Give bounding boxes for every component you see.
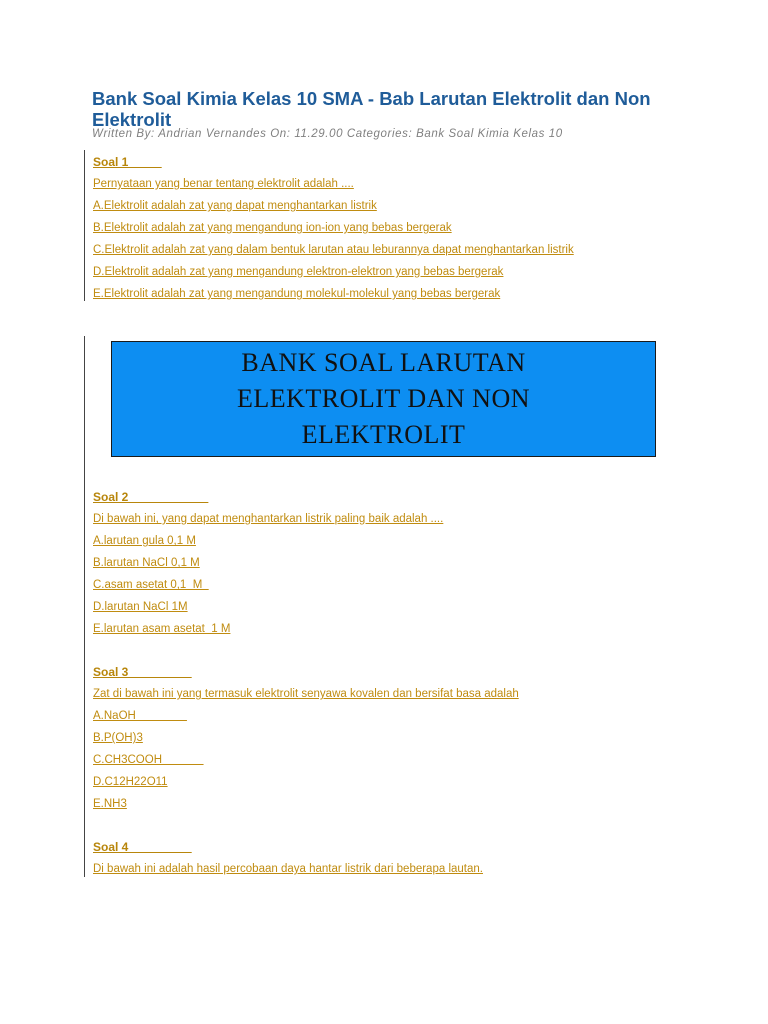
quote-bar — [84, 336, 85, 877]
soal-3-option-d: D.C12H22O11 — [93, 776, 168, 788]
banner-text: BANK SOAL LARUTAN ELEKTROLIT DAN NON ELEKTROLIT — [236, 348, 531, 449]
document-title: Bank Soal Kimia Kelas 10 SMA - Bab Larutan Elektrolit dan Non Elektrolit — [92, 88, 651, 130]
soal-1-option-e: E.Elektrolit adalah zat yang mengandung molekul-molekul yang bebas bergerak — [93, 288, 501, 300]
banner-image — [111, 341, 656, 457]
soal-2-question: Di bawah ini, yang dapat menghantarkan listrik paling baik adalah .... — [93, 513, 444, 525]
soal-3-option-a: A.NaOH — [93, 710, 187, 722]
soal-2-label: Soal 2 — [93, 490, 209, 504]
soal-1-question: Pernyataan yang benar tentang elektrolit adalah .... — [93, 178, 354, 190]
soal-2-option-b: B.larutan NaCl 0,1 M — [93, 557, 200, 569]
soal-1-option-d: D.Elektrolit adalah zat yang mengandung elektron-elektron yang bebas bergerak — [93, 266, 504, 278]
soal-1-option-c: C.Elektrolit adalah zat yang dalam bentuk larutan atau leburannya dapat menghantarkan listrik — [93, 244, 574, 256]
soal-2-option-c: C.asam asetat 0,1 M — [93, 579, 209, 591]
quote-bar — [84, 150, 85, 301]
soal-1-option-a: A.Elektrolit adalah zat yang dapat menghantarkan listrik — [93, 200, 377, 212]
soal-3-option-e: E.NH3 — [93, 798, 127, 810]
soal-3-option-c: C.CH3COOH — [93, 754, 204, 766]
soal-3-label: Soal 3 — [93, 665, 192, 679]
soal-2-option-a: A.larutan gula 0,1 M — [93, 535, 196, 547]
post-meta: Written By: Andrian Vernandes On: 11.29.00 Categories: Bank Soal Kimia Kelas 10 — [92, 128, 563, 140]
soal-3-option-b: B.P(OH)3 — [93, 732, 143, 744]
soal-4-label: Soal 4 — [93, 840, 192, 854]
soal-1-option-b: B.Elektrolit adalah zat yang mengandung ion-ion yang bebas bergerak — [93, 222, 452, 234]
soal-2-option-e: E.larutan asam asetat 1 M — [93, 623, 231, 635]
soal-2-option-d: D.larutan NaCl 1M — [93, 601, 188, 613]
soal-4-question: Di bawah ini adalah hasil percobaan daya hantar listrik dari beberapa lautan. — [93, 863, 483, 875]
soal-1-label: Soal 1 — [93, 155, 162, 169]
soal-3-question: Zat di bawah ini yang termasuk elektrolit senyawa kovalen dan bersifat basa adalah — [93, 688, 519, 700]
